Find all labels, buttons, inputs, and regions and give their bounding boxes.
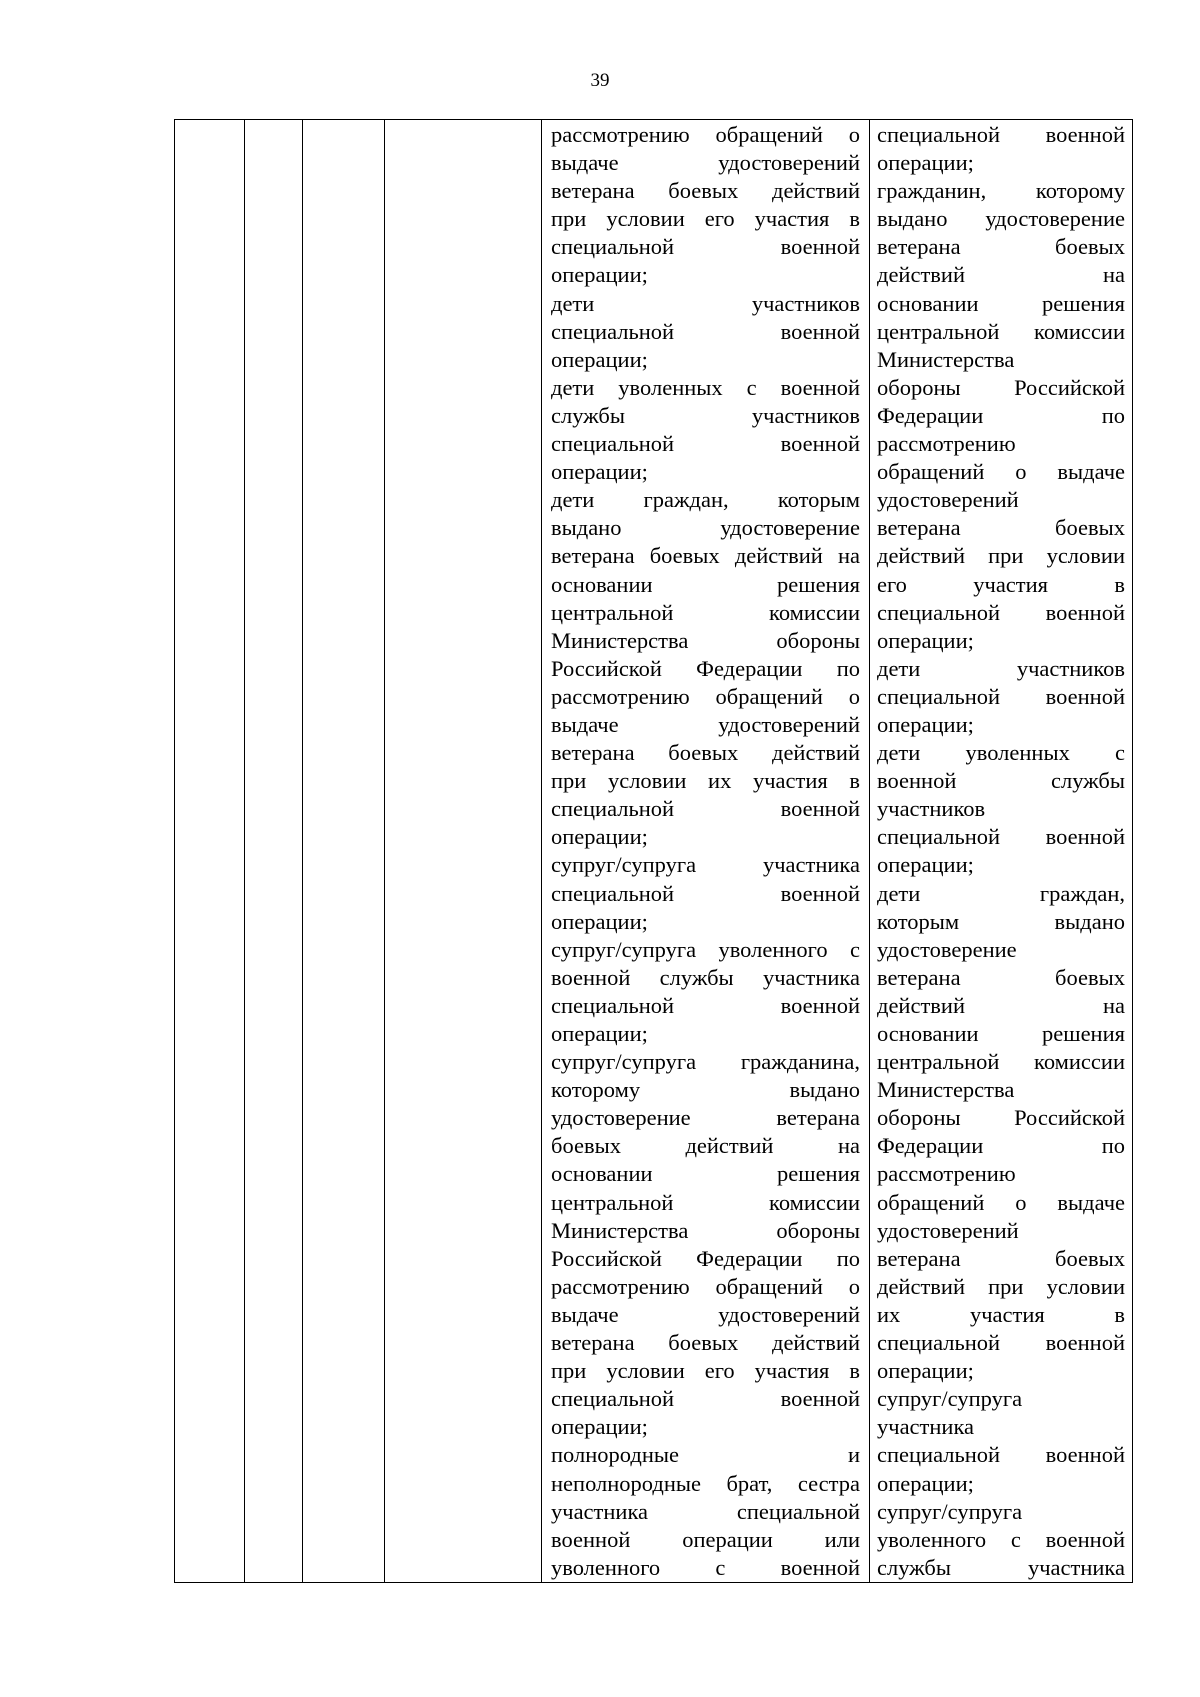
text-line: при условии их участия в [551,768,860,794]
text-line: уволенного с военной [877,1526,1125,1552]
text-line: удостоверение [877,936,1017,962]
text-line: которым выдано [877,908,1125,934]
table-cell-col-2 [245,120,303,1583]
text-line: дети уволенных с [877,740,1125,766]
text-line: действий при условии [877,543,1125,569]
text-line: его участия в [877,571,1125,597]
text-line: специальной военной [551,992,860,1018]
text-line: ветерана боевых [877,515,1125,541]
text-line: рассмотрению [877,431,1016,457]
text-line: боевых действий на [551,1133,860,1159]
text-line: дети уволенных с военной [551,374,860,400]
text-line: военной службы [877,768,1125,794]
text-line: дети участников [551,290,860,316]
text-line: специальной военной [877,683,1125,709]
text-line: обороны Российской [877,1105,1125,1131]
text-line: участника [877,1414,975,1440]
text-line: ветерана боевых действий [551,1330,860,1356]
text-line: супруг/супруга участника [551,852,860,878]
text-line: удостоверений [877,1217,1019,1243]
text-line: ветерана боевых действий [551,178,860,204]
text-line: удостоверений [877,487,1019,513]
text-line: рассмотрению обращений о [551,122,860,147]
text-line: Российской Федерации по [551,655,860,681]
text-line: специальной военной [551,234,860,260]
text-line: Министерства обороны [551,627,860,653]
text-line: специальной военной [877,122,1125,147]
text-line: обороны Российской [877,374,1125,400]
text-line: рассмотрению обращений о [551,683,860,709]
text-line: центральной комиссии [877,1049,1125,1075]
text-line: ветерана боевых [877,1245,1125,1271]
text-line: военной операции или [551,1526,860,1552]
text-line: специальной военной [877,824,1125,850]
text-line: операции; [551,459,648,485]
text-line: выдаче удостоверений [551,1301,860,1327]
text-line: центральной комиссии [551,1189,860,1215]
text-line: специальной военной [877,599,1125,625]
text-line: выдаче удостоверений [551,711,860,737]
table-cell-col-3 [303,120,385,1583]
text-line: обращений о выдаче [877,1189,1125,1215]
text-line: основании решения [877,1021,1125,1046]
table-row [175,120,1133,1583]
table-cell-col-5 [542,120,870,1583]
table-cell-col-1 [175,120,245,1583]
text-line: при условии его участия в [551,1358,860,1384]
text-line: Российской Федерации по [551,1245,860,1271]
text-line: операции; [551,1414,648,1440]
text-line: уволенного с военной [551,1554,860,1580]
text-line: специальной военной [551,796,860,822]
text-line: специальной военной [551,1386,860,1412]
text-line: ветерана боевых действий [551,740,860,766]
text-line: основании решения [551,571,860,597]
text-line: специальной военной [551,431,860,457]
text-line: специальной военной [877,1330,1125,1356]
text-line: операции; [551,908,648,934]
text-line: операции; [551,262,648,288]
text-line: операции; [877,627,974,653]
text-line: основании решения [877,290,1125,316]
text-line: операции; [877,150,974,176]
text-line: ветерана боевых действий на [551,543,860,569]
page-number: 39 [590,70,610,91]
text-line: операции; [551,824,648,850]
text-line: гражданин, которому [877,178,1125,204]
text-line: специальной военной [551,880,860,906]
text-line: Федерации по [877,1133,1125,1159]
text-line: Федерации по [877,402,1125,428]
column-6-text [870,120,1132,1582]
text-line: дети граждан, которым [551,487,860,513]
text-line: супруг/супруга [877,1498,1023,1524]
text-line: неполнородные брат, сестра [551,1470,860,1496]
text-line: их участия в [877,1301,1125,1327]
text-line: операции; [877,711,974,737]
text-line: Министерства [877,1077,1015,1103]
text-line: операции; [551,346,648,372]
column-5-text [542,120,869,1582]
table-cell-col-6 [870,120,1133,1583]
text-line: выдано удостоверение [877,206,1125,232]
text-line: действий на [877,992,1125,1018]
text-line: операции; [551,1021,648,1046]
text-line: выдаче удостоверений [551,150,860,176]
text-line: участников [877,796,986,822]
text-line: Министерства обороны [551,1217,860,1243]
text-line: Министерства [877,346,1015,372]
text-line: специальной военной [551,318,860,344]
text-line: действий при условии [877,1273,1125,1299]
text-line: рассмотрению обращений о [551,1273,860,1299]
table-cell-col-4 [385,120,542,1583]
text-line: центральной комиссии [551,599,860,625]
text-line: операции; [877,1470,974,1496]
text-line: операции; [877,852,974,878]
text-line: центральной комиссии [877,318,1125,344]
text-line: ветерана боевых [877,964,1125,990]
text-line: дети граждан, [877,880,1125,906]
text-line: службы участника [877,1554,1125,1580]
text-line: участника специальной [551,1498,860,1524]
text-line: которому выдано [551,1077,860,1103]
text-line: ветерана боевых [877,234,1125,260]
text-line: операции; [877,1358,974,1384]
text-line: удостоверение ветерана [551,1105,860,1131]
text-line: полнородные и [551,1442,860,1468]
text-line: супруг/супруга гражданина, [551,1049,860,1075]
document-table [174,119,1133,1583]
text-line: военной службы участника [551,964,860,990]
text-line: службы участников [551,402,860,428]
text-line: рассмотрению [877,1161,1016,1187]
text-line: обращений о выдаче [877,459,1125,485]
text-line: выдано удостоверение [551,515,860,541]
text-line: при условии его участия в [551,206,860,232]
text-line: действий на [877,262,1125,288]
text-line: дети участников [877,655,1125,681]
text-line: супруг/супруга уволенного с [551,936,860,962]
text-line: специальной военной [877,1442,1125,1468]
text-line: супруг/супруга [877,1386,1023,1412]
text-line: основании решения [551,1161,860,1187]
